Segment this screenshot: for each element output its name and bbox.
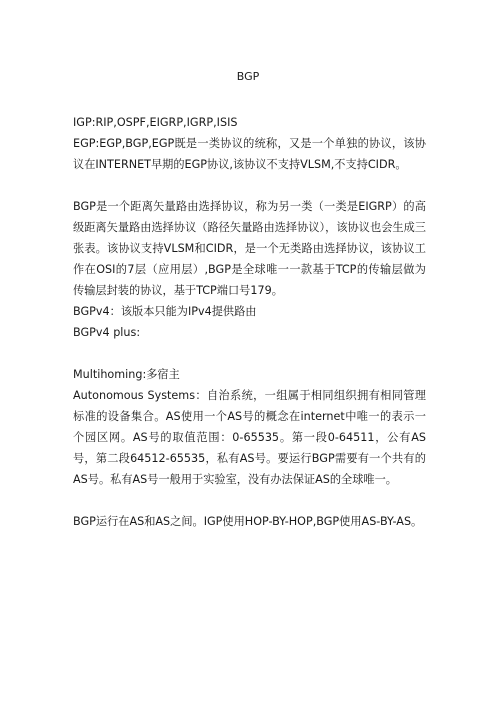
paragraph-bgpv4-plus: BGPv4 plus:: [73, 326, 141, 339]
paragraph-igp: IGP:RIP,OSPF,EIGRP,IGRP,ISIS: [73, 116, 238, 129]
paragraph-autonomous-systems: Autonomous Systems：自治系统，一组属于相同组织拥有相同管理标准的设备集合。AS使用一个AS号的概念在internet中唯一的表示一个园区网。AS号的取值范围：0-65535。第一段0-64511，公有AS号，第二段64512-65535，私有AS号。要运行BGP需要有一个共有的AS号。私有AS号一般用于实验室，没有办法保证AS的全球唯一。: [73, 389, 426, 486]
document-body: [73, 112, 426, 532]
paragraph-bgp-overview: BGP是一个距离矢量路由选择协议，称为另一类（一类是EIGRP）的高级距离矢量路由选择协议（路径矢量路由选择协议），该协议也会生成三张表。该协议支持VLSM和CIDR，是一个无类路由选择协议，该协议工作在OSI的7层（应用层）,BGP是全球唯一一款基于TCP的传输层做为传输层封装的协议，基于TCP端口号179。: [73, 200, 426, 297]
paragraph-bgp-as: BGP运行在AS和AS之间。IGP使用HOP-BY-HOP,BGP使用AS-BY-AS。: [73, 515, 423, 528]
blank-line: [73, 343, 426, 364]
paragraph-multihoming: Multihoming:多宿主: [73, 368, 180, 381]
document-title: BGP: [236, 70, 260, 83]
blank-line: [73, 175, 426, 196]
paragraph-bgpv4: BGPv4：该版本只能为IPv4提供路由: [73, 305, 257, 318]
paragraph-egp: EGP:EGP,BGP,EGP既是一类协议的统称，又是一个单独的协议，该协议在INTERNET早期的EGP协议,该协议不支持VLSM,不支持CIDR。: [73, 137, 426, 171]
blank-line: [73, 490, 426, 511]
